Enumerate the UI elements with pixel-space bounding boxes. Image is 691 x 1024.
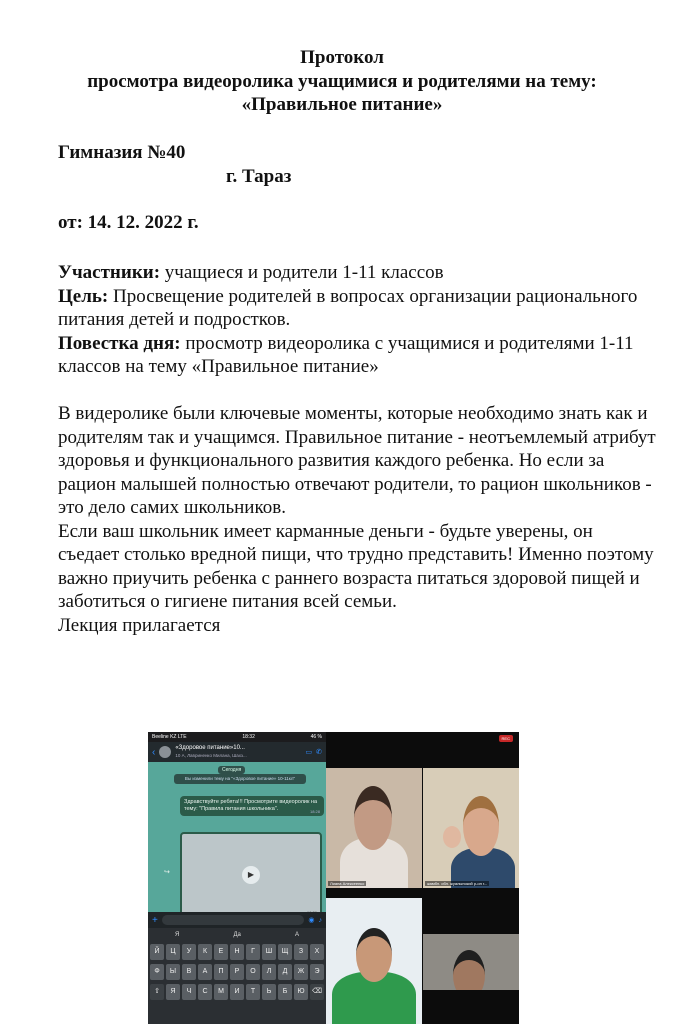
participants-line: [58, 261, 658, 285]
keyboard-key: О: [246, 964, 260, 980]
phone-call-icon: ✆: [316, 749, 322, 756]
participant-tile-1: [326, 768, 422, 888]
participant-tile-4: [423, 934, 519, 990]
agenda-value: просмотр видеоролика с учащимися и родителями 1-11 классов на тему «Правильное питание»: [58, 332, 634, 377]
suggestion-3: А: [294, 932, 299, 938]
paragraph-1: В видеролике были ключевые моменты, которые необходимо знать как и родителям так и учащимся. Правильное питание - неотъемлемый атрибут здоровья и функционального развития каждого ребенка. Но если за рацион малышей полностью отвечают родители, то рацион школьников - это дело самих школьников.: [58, 403, 656, 518]
closing-line: Лекция прилагается: [58, 614, 221, 636]
status-battery: 46 %: [310, 734, 322, 740]
keyboard-key: Г: [246, 944, 260, 960]
keyboard-key: В: [182, 964, 196, 980]
play-icon: ▶: [242, 866, 260, 884]
keyboard-key: Ь: [262, 984, 276, 1000]
title-line-2: просмотра видеоролика учащимися и родителями на тему:: [87, 70, 597, 92]
keyboard-key: Э: [310, 964, 324, 980]
document-date: от: 14. 12. 2022 г.: [58, 212, 199, 233]
keyboard-key: ⌫: [310, 984, 324, 1000]
keyboard-key: Т: [246, 984, 260, 1000]
message-time: 18:28: [309, 809, 320, 814]
status-carrier: Beeline KZ LTE: [152, 734, 187, 740]
keyboard-key: М: [214, 984, 228, 1000]
keyboard-key: А: [198, 964, 212, 980]
meta-block: [58, 261, 658, 379]
keyboard-key: Ц: [166, 944, 180, 960]
participant-2-name: жамбл. обл. жуалынский р-он г...: [427, 881, 488, 886]
keyboard-key: Ч: [182, 984, 196, 1000]
attached-screenshot: [148, 732, 519, 1024]
child-head: [443, 826, 461, 848]
keyboard-suggestions: [148, 928, 326, 942]
status-bar: [148, 732, 326, 742]
keyboard-key: Ф: [150, 964, 164, 980]
document: [58, 46, 658, 636]
keyboard-key: Х: [310, 944, 324, 960]
message-field: [162, 915, 305, 925]
camera-icon: ◉: [308, 917, 315, 924]
paragraph-2: Если ваш школьник имеет карманные деньги - будьте уверены, он съедает столько вредной пищи, что трудно представить! Именно поэтому важно приучить ребенка с раннего возраста питаться здоровой пищей и заботиться о гигиене питания всей семьи.: [58, 520, 654, 612]
keyboard-key: Л: [262, 964, 276, 980]
video-conference-screenshot: [326, 732, 519, 1024]
phone-screenshot: [148, 732, 326, 1024]
microphone-icon: ♪: [318, 916, 322, 924]
keyboard-key: Б: [278, 984, 292, 1000]
keyboard-key: Е: [214, 944, 228, 960]
school-name: Гимназия №40: [58, 142, 186, 163]
keyboard-key: Щ: [278, 944, 292, 960]
participant-1-name: Лиана Алексеенко: [330, 881, 365, 886]
title-line-1: Протокол: [300, 47, 384, 68]
keyboard-key: С: [198, 984, 212, 1000]
plus-icon: +: [152, 914, 158, 926]
keyboard-key: У: [182, 944, 196, 960]
participants-label: Участники:: [58, 262, 161, 283]
keyboard-key: Р: [230, 964, 244, 980]
keyboard-key: И: [230, 984, 244, 1000]
goal-line: [58, 285, 658, 332]
chat-header: [148, 742, 326, 762]
participant-3-head: [356, 928, 392, 982]
keyboard-row-2: [148, 962, 326, 982]
suggestion-2: Да: [233, 932, 241, 938]
participants-value: учащиеся и родители 1-11 классов: [160, 262, 444, 283]
participant-1-head: [354, 786, 392, 850]
body-text: [58, 402, 658, 637]
keyboard-key: Й: [150, 944, 164, 960]
chat-subtitle: 10 А, Лавриненко Милана, Шахз...: [175, 753, 247, 758]
goal-label: Цель:: [58, 285, 109, 307]
day-badge: Сегодня: [218, 766, 245, 774]
participant-2-head: [463, 796, 499, 856]
keyboard-key: З: [294, 944, 308, 960]
keyboard-key: ⇧: [150, 984, 164, 1000]
status-time: 18:32: [242, 734, 255, 740]
city-name: г. Тараз: [226, 166, 292, 187]
back-icon: ‹: [152, 746, 156, 758]
keyboard-key: Д: [278, 964, 292, 980]
keyboard-key: Ы: [166, 964, 180, 980]
agenda-label: Повестка дня:: [58, 332, 181, 354]
participant-4-head: [453, 950, 485, 990]
keyboard: [148, 928, 326, 1024]
keyboard-key: Ж: [294, 964, 308, 980]
chat-title-block: [175, 745, 301, 759]
keyboard-key: Ш: [262, 944, 276, 960]
group-avatar: [159, 746, 171, 758]
keyboard-row-1: [148, 942, 326, 962]
rec-badge: REC: [499, 735, 513, 742]
video-call-icon: ▭: [305, 749, 313, 756]
keyboard-key: К: [198, 944, 212, 960]
keyboard-key: Я: [166, 984, 180, 1000]
share-icon: ↪: [164, 869, 170, 876]
chat-title: «Здоровое питание»10...: [175, 745, 245, 751]
message-bubble: [180, 796, 324, 816]
document-title: [62, 46, 622, 117]
title-line-3: «Правильное питание»: [241, 94, 443, 115]
agenda-line: [58, 332, 658, 379]
conference-top-bar: [326, 732, 519, 746]
chat-area: [148, 762, 326, 912]
keyboard-key: Ю: [294, 984, 308, 1000]
participant-tile-3: [326, 898, 422, 1024]
keyboard-row-3: [148, 982, 326, 1002]
goal-value: Просвещение родителей в вопросах организации рационального питания детей и подростков.: [58, 285, 638, 330]
system-message: Вы изменили тему на "«Здоровое питание» 10-11кл": [174, 774, 306, 784]
keyboard-key: Н: [230, 944, 244, 960]
video-message: [180, 832, 322, 918]
message-text: Здравствуйте ребята!!! Просмотрите видеоролик на тему: "Правила питания школьника".: [184, 799, 318, 812]
keyboard-key: П: [214, 964, 228, 980]
message-input-bar: [148, 912, 326, 928]
participant-tile-2: [423, 768, 519, 888]
suggestion-1: Я: [175, 932, 180, 938]
